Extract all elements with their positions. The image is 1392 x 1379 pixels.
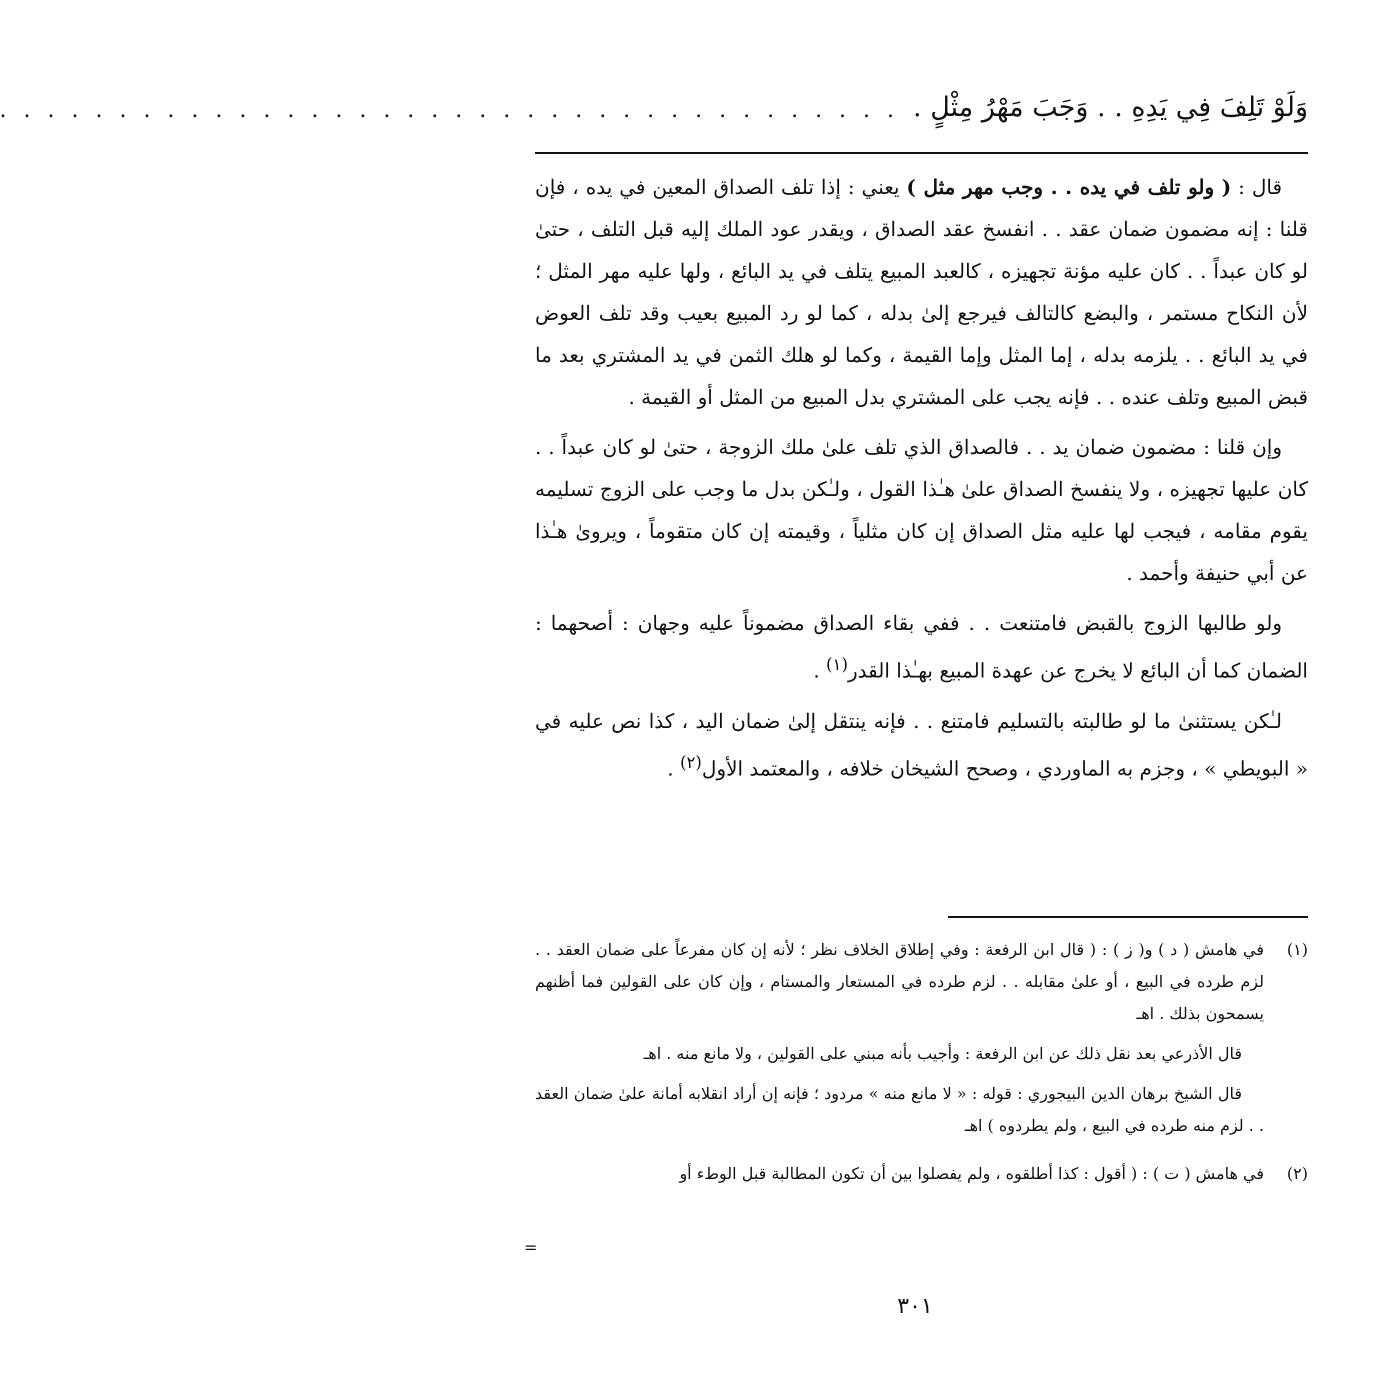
footnote-2-number: (٢) — [1286, 1164, 1308, 1183]
header-title: وَلَوْ تَلِفَ فِي يَدِهِ . . وَجَبَ مَهْرُ مِثْلٍ . — [913, 92, 1308, 123]
footnote-2-para-1: في هامش ( ت ) : ( أقول : كذا أطلقوه ، ولم يفصلوا بين أن تكون المطالبة قبل الوطء أو — [679, 1164, 1264, 1183]
paragraph-1-lead: قال : — [1238, 175, 1283, 199]
footnote-1-body — [535, 934, 1264, 1150]
header-divider — [535, 152, 1308, 154]
main-text — [535, 166, 1308, 797]
footnote-1 — [535, 934, 1308, 1150]
continuation-mark: = — [524, 1238, 538, 1257]
paragraph-4-end: . — [667, 756, 680, 781]
paragraph-1-text: يعني : إذا تلف الصداق المعين في يده ، فإن قلنا : إنه مضمون ضمان عقد . . انفسخ عقد الصداق ، ويقدر عود الملك إليه قبل التلف ، حتىٰ لو كان عبداً . . كان عليه مؤنة تجهيزه ، كالعبد المبيع يتلف في يد البائع ، ولها عليه مهر المثل ؛ لأن النكاح مستمر ، والبضع كالتالف فيرجع إلىٰ بدله ، كما لو رد المبيع بعيب وقد تلف العوض في يد البائع . . يلزمه بدله ، إما المثل وإما القيمة ، وكما لو هلك الثمن في يد المشتري بعد ما قبض المبيع وتلف عنده . . فإنه يجب على المشتري بدل المبيع من المثل أو القيمة . — [535, 175, 1308, 409]
footnote-1-para-2: قال الأذرعي بعد نقل ذلك عن ابن الرفعة : وأجيب بأنه مبني على القولين ، ولا مانع منه . اهـ — [643, 1044, 1242, 1063]
paragraph-1 — [535, 166, 1308, 418]
page-number: ٣٠١ — [897, 1294, 933, 1319]
running-header — [0, 78, 1308, 128]
paragraph-3-text: ولو طالبها الزوج بالقبض فامتنعت . . ففي بقاء الصداق مضموناً عليه وجهان : أصحهما : الضمان كما أن البائع لا يخرج عن عهدة المبيع بهـٰذا القدر — [535, 611, 1308, 683]
header-dots: . . . . . . . . . . . . . . . . . . . . . . . . . . . . . . . . . . . . . . — [0, 98, 900, 123]
matn-quote: ( ولو تلف في يده . . وجب مهر مثل ) — [906, 175, 1232, 199]
footnote-1-para-1: في هامش ( د ) و( ز ) : ( قال ابن الرفعة : وفي إطلاق الخلاف نظر ؛ لأنه إن كان مفرعاً على ضمان العقد . . لزم طرده في البيع ، أو علىٰ مقابله . . لزم طرده في المستعار والمستام ، وإن كان على القولين فما أظنهم يسمحون بذلك . اهـ — [535, 940, 1265, 1023]
paragraph-3-end: . — [813, 658, 827, 683]
paragraph-3 — [535, 602, 1308, 692]
footnote-ref-1[interactable]: (١) — [826, 655, 848, 674]
footnote-1-number: (١) — [1286, 940, 1308, 959]
footnote-ref-2[interactable]: (٢) — [679, 752, 702, 772]
paragraph-4 — [535, 700, 1308, 790]
footnotes — [535, 934, 1308, 1206]
footnote-2-body — [535, 1158, 1264, 1198]
footnote-divider — [948, 916, 1308, 918]
paragraph-2: وإن قلنا : مضمون ضمان يد . . فالصداق الذي تلف علىٰ ملك الزوجة ، حتىٰ لو كان عبداً . . كان عليها تجهيزه ، ولا ينفسخ الصداق علىٰ هـٰذا القول ، ولـٰكن بدل ما وجب على الزوج تسليمه يقوم مقامه ، فيجب لها عليه مثل الصداق إن كان مثلياً ، وقيمته إن كان متقوماً ، ويروىٰ هـٰذا عن أبي حنيفة وأحمد . — [535, 435, 1309, 585]
footnote-1-para-3: قال الشيخ برهان الدين البيجوري : قوله : « لا مانع منه » مردود ؛ فإنه إن أراد انقلابه أمانة علىٰ ضمان العقد . . لزم منه طرده في البيع ، ولم يطردوه ) اهـ — [535, 1084, 1264, 1135]
footnote-2 — [535, 1158, 1308, 1198]
paragraph-4-text: لـٰكن يستثنىٰ ما لو طالبته بالتسليم فامتنع . . فإنه ينتقل إلىٰ ضمان اليد ، كذا نص عليه في « البويطي » ، وجزم به الماوردي ، وصحح الشيخان خلافه ، والمعتمد الأول — [535, 708, 1308, 781]
